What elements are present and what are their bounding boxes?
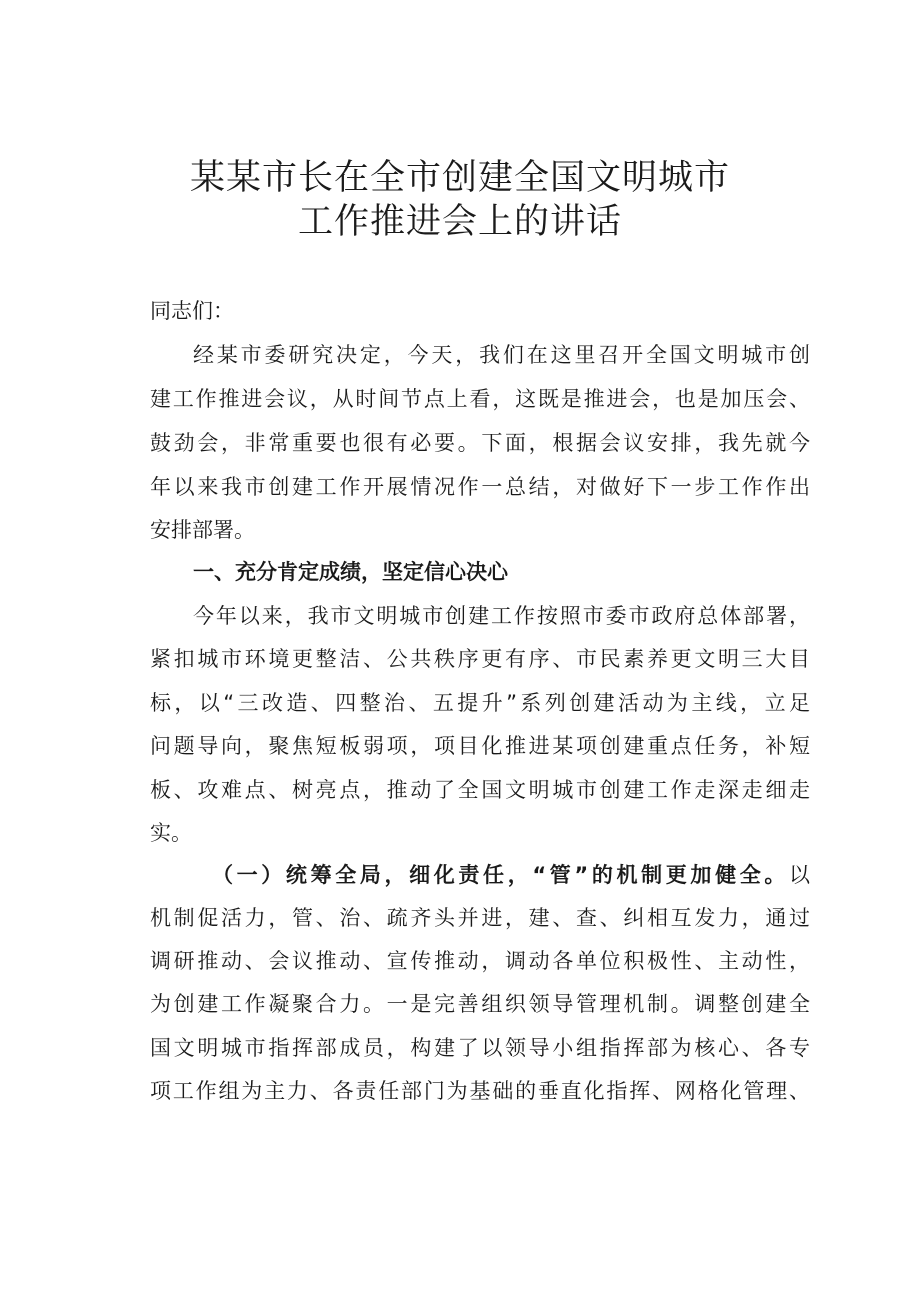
subsection-1-heading-line: [212, 860, 810, 890]
section-1-line-1: 今年以来，我市文明城市创建工作按照市委市政府总体部署，: [193, 604, 810, 628]
salutation: 同志们：: [150, 299, 234, 323]
section-1-line-3: 标，以“三改造、四整治、五提升”系列创建活动为主线，立足: [150, 691, 810, 715]
intro-line-4: 年以来我市创建工作开展情况作一总结，对做好下一步工作作出: [150, 475, 810, 499]
subsection-1-line-2: 调研推动、会议推动、宣传推动，调动各单位积极性、主动性，: [150, 949, 810, 973]
intro-line-5: 安排部署。: [150, 518, 255, 542]
section-1-heading: 一、充分肯定成绩，坚定信心决心: [193, 560, 508, 584]
section-1-line-5: 板、攻难点、树亮点，推动了全国文明城市创建工作走深走细走: [150, 778, 810, 802]
section-1-line-6: 实。: [150, 821, 192, 845]
document-title-line-1: 某某市长在全市创建全国文明城市: [189, 158, 730, 198]
intro-line-2: 建工作推进会议，从时间节点上看，这既是推进会，也是加压会、: [150, 387, 810, 411]
subsection-1-line-5: 项工作组为主力、各责任部门为基础的垂直化指挥、网格化管理、: [150, 1079, 810, 1103]
subsection-1-heading: （一）统筹全局，细化责任，“管”的机制更加健全。: [212, 863, 789, 887]
subsection-1-line-4: 国文明城市指挥部成员，构建了以领导小组指挥部为核心、各专: [150, 1036, 810, 1060]
intro-line-3: 鼓劲会，非常重要也很有必要。下面，根据会议安排，我先就今: [150, 431, 810, 455]
subsection-1-heading-tail: 以: [789, 863, 810, 887]
section-1-line-2: 紧扣城市环境更整洁、公共秩序更有序、市民素养更文明三大目: [150, 647, 810, 671]
document-title-line-2: 工作推进会上的讲话: [297, 202, 622, 242]
intro-line-1: 经某市委研究决定，今天，我们在这里召开全国文明城市创: [193, 343, 810, 367]
subsection-1-line-3: 为创建工作凝聚合力。一是完善组织领导管理机制。调整创建全: [150, 992, 810, 1016]
section-1-line-4: 问题导向，聚焦短板弱项，项目化推进某项创建重点任务，补短: [150, 734, 810, 758]
subsection-1-line-1: 机制促活力，管、治、疏齐头并进，建、查、纠相互发力，通过: [150, 906, 810, 930]
